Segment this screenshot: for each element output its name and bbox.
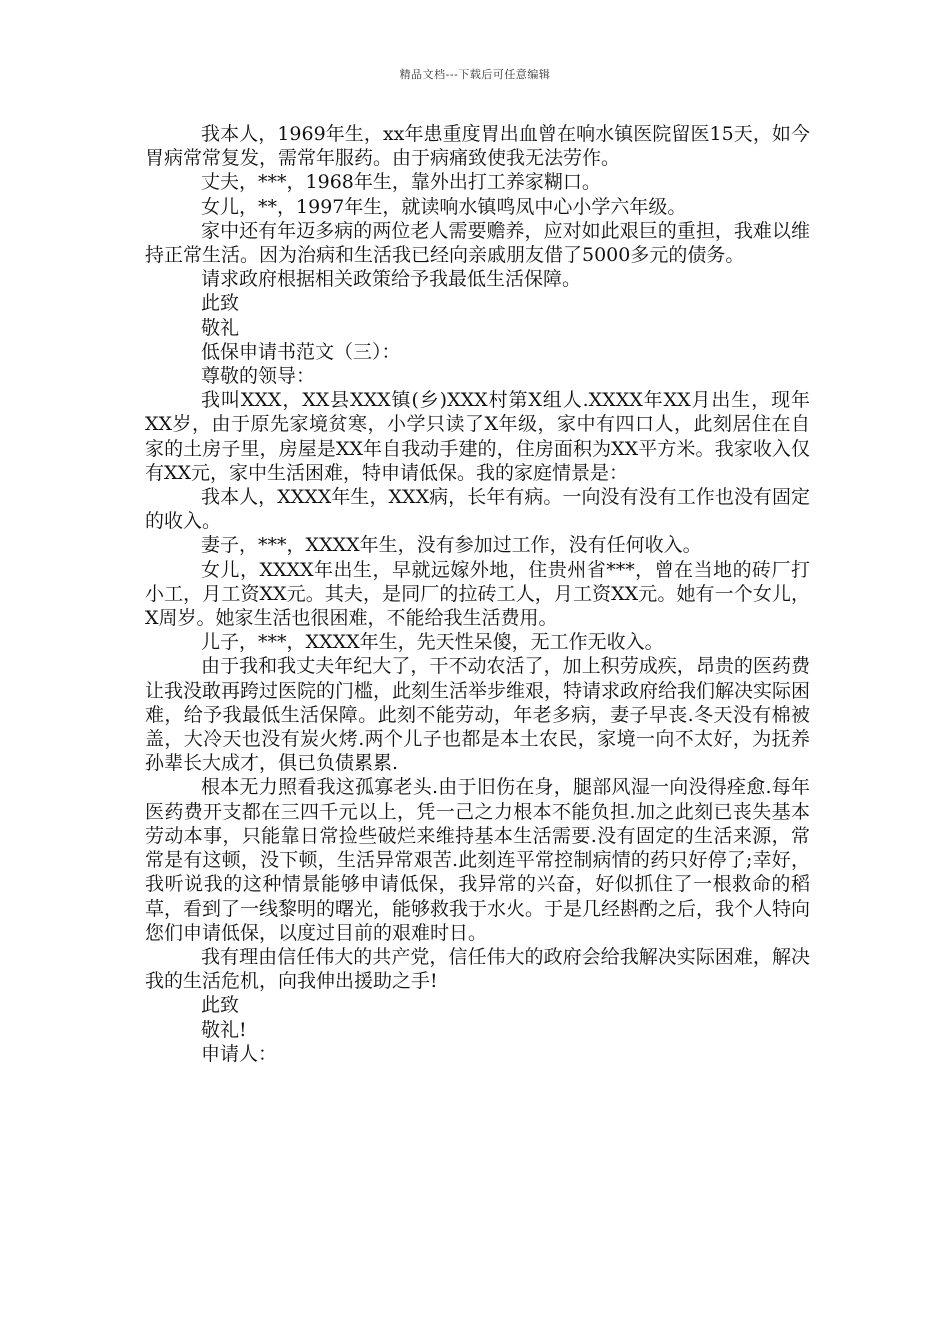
- paragraph: 女儿，**，1997年生，就读响水镇鸣凤中心小学六年级。: [201, 195, 687, 218]
- paragraph: 我本人，XXXX年生，XXX病，长年有病。一向没有没有工作也没有固定的收入。: [145, 486, 810, 533]
- paragraph: 丈夫，***，1968年生，靠外出打工养家糊口。: [201, 171, 601, 194]
- paragraph: 家中还有年迈多病的两位老人需要赡养，应对如此艰巨的重担，我难以维持正常生活。因为治病和生活我已经向亲戚朋友借了5000多元的债务。: [145, 219, 810, 267]
- paragraph: 女儿，XXXX年出生，早就远嫁外地，住贵州省***，曾在当地的砖厂打小工，月工资XX元。其夫，是同厂的拉砖工人，月工资XX元。她有一个女儿，X周岁。她家生活也很困难，不能给我生活费用。: [145, 558, 810, 630]
- section-title: 低保申请书范文（三）：: [201, 340, 401, 363]
- closing-salutation: 此致: [201, 292, 240, 315]
- paragraph: 我叫XXX，XX县XXX镇(乡)XXX村第X组人.XXXX年XX月出生，现年XX岁，由于原先家境贫寒，小学只读了X年级，家中有四口人，此刻居住在自家的土房子里，房屋是XX年自我动手建的，住房面积为XX平方米。我家收入仅有XX元，家中生活困难，特申请低保。我的家庭情景是：: [145, 389, 810, 484]
- document-body: [145, 122, 810, 1066]
- applicant-signature-line: 申请人：: [201, 1042, 278, 1065]
- greeting: 尊敬的领导：: [201, 365, 316, 388]
- paragraph: 我本人，1969年生，xx年患重度胃出血曾在响水镇医院留医15天，如今胃病常常复发，需常年服药。由于病痛致使我无法劳作。: [145, 123, 810, 170]
- page-header: 精品文档---下载后可任意编辑: [399, 68, 551, 81]
- paragraph: 我有理由信任伟大的共产党，信任伟大的政府会给我解决实际困难，解决我的生活危机，向我伸出援助之手!: [145, 945, 810, 993]
- closing-salutation: 此致: [201, 994, 240, 1017]
- closing-regards: 敬礼: [201, 316, 240, 339]
- closing-regards: 敬礼!: [201, 1018, 247, 1041]
- paragraph: 由于我和我丈夫年纪大了，干不动农活了，加上积劳成疾，昂贵的医药费让我没敢再跨过医院的门槛，此刻生活举步维艰，特请求政府给我们解决实际困难，给予我最低生活保障。此刻不能劳动，年老多病，妻子早丧.冬天没有棉被盖，大冷天也没有炭火烤.两个儿子也都是本土农民，家境一向不太好，为抚养孙辈长大成才，俱已负债累累.: [145, 655, 811, 775]
- paragraph: 根本无力照看我这孤寡老头.由于旧伤在身，腿部风湿一向没得痊愈.每年医药费开支都在三四千元以上，凭一己之力根本不能负担.加之此刻已丧失基本劳动本事，只能靠日常捡些破烂来维持基本生活需要.没有固定的生活来源，常常是有这顿，没下顿，生活异常艰苦.此刻连平常控制病情的药只好停了;幸好，我听说我的这种情景能够申请低保，我异常的兴奋，好似抓住了一根救命的稻草，看到了一线黎明的曙光，能够救我于水火。于是几经斟酌之后，我个人特向您们申请低保，以度过目前的艰难时日。: [145, 776, 811, 944]
- paragraph: 儿子，***，XXXX年生，先天性呆傻，无工作无收入。: [201, 631, 664, 654]
- paragraph: 妻子，***，XXXX年生，没有参加过工作，没有任何收入。: [201, 534, 702, 557]
- paragraph: 请求政府根据相关政策给予我最低生活保障。: [201, 268, 582, 291]
